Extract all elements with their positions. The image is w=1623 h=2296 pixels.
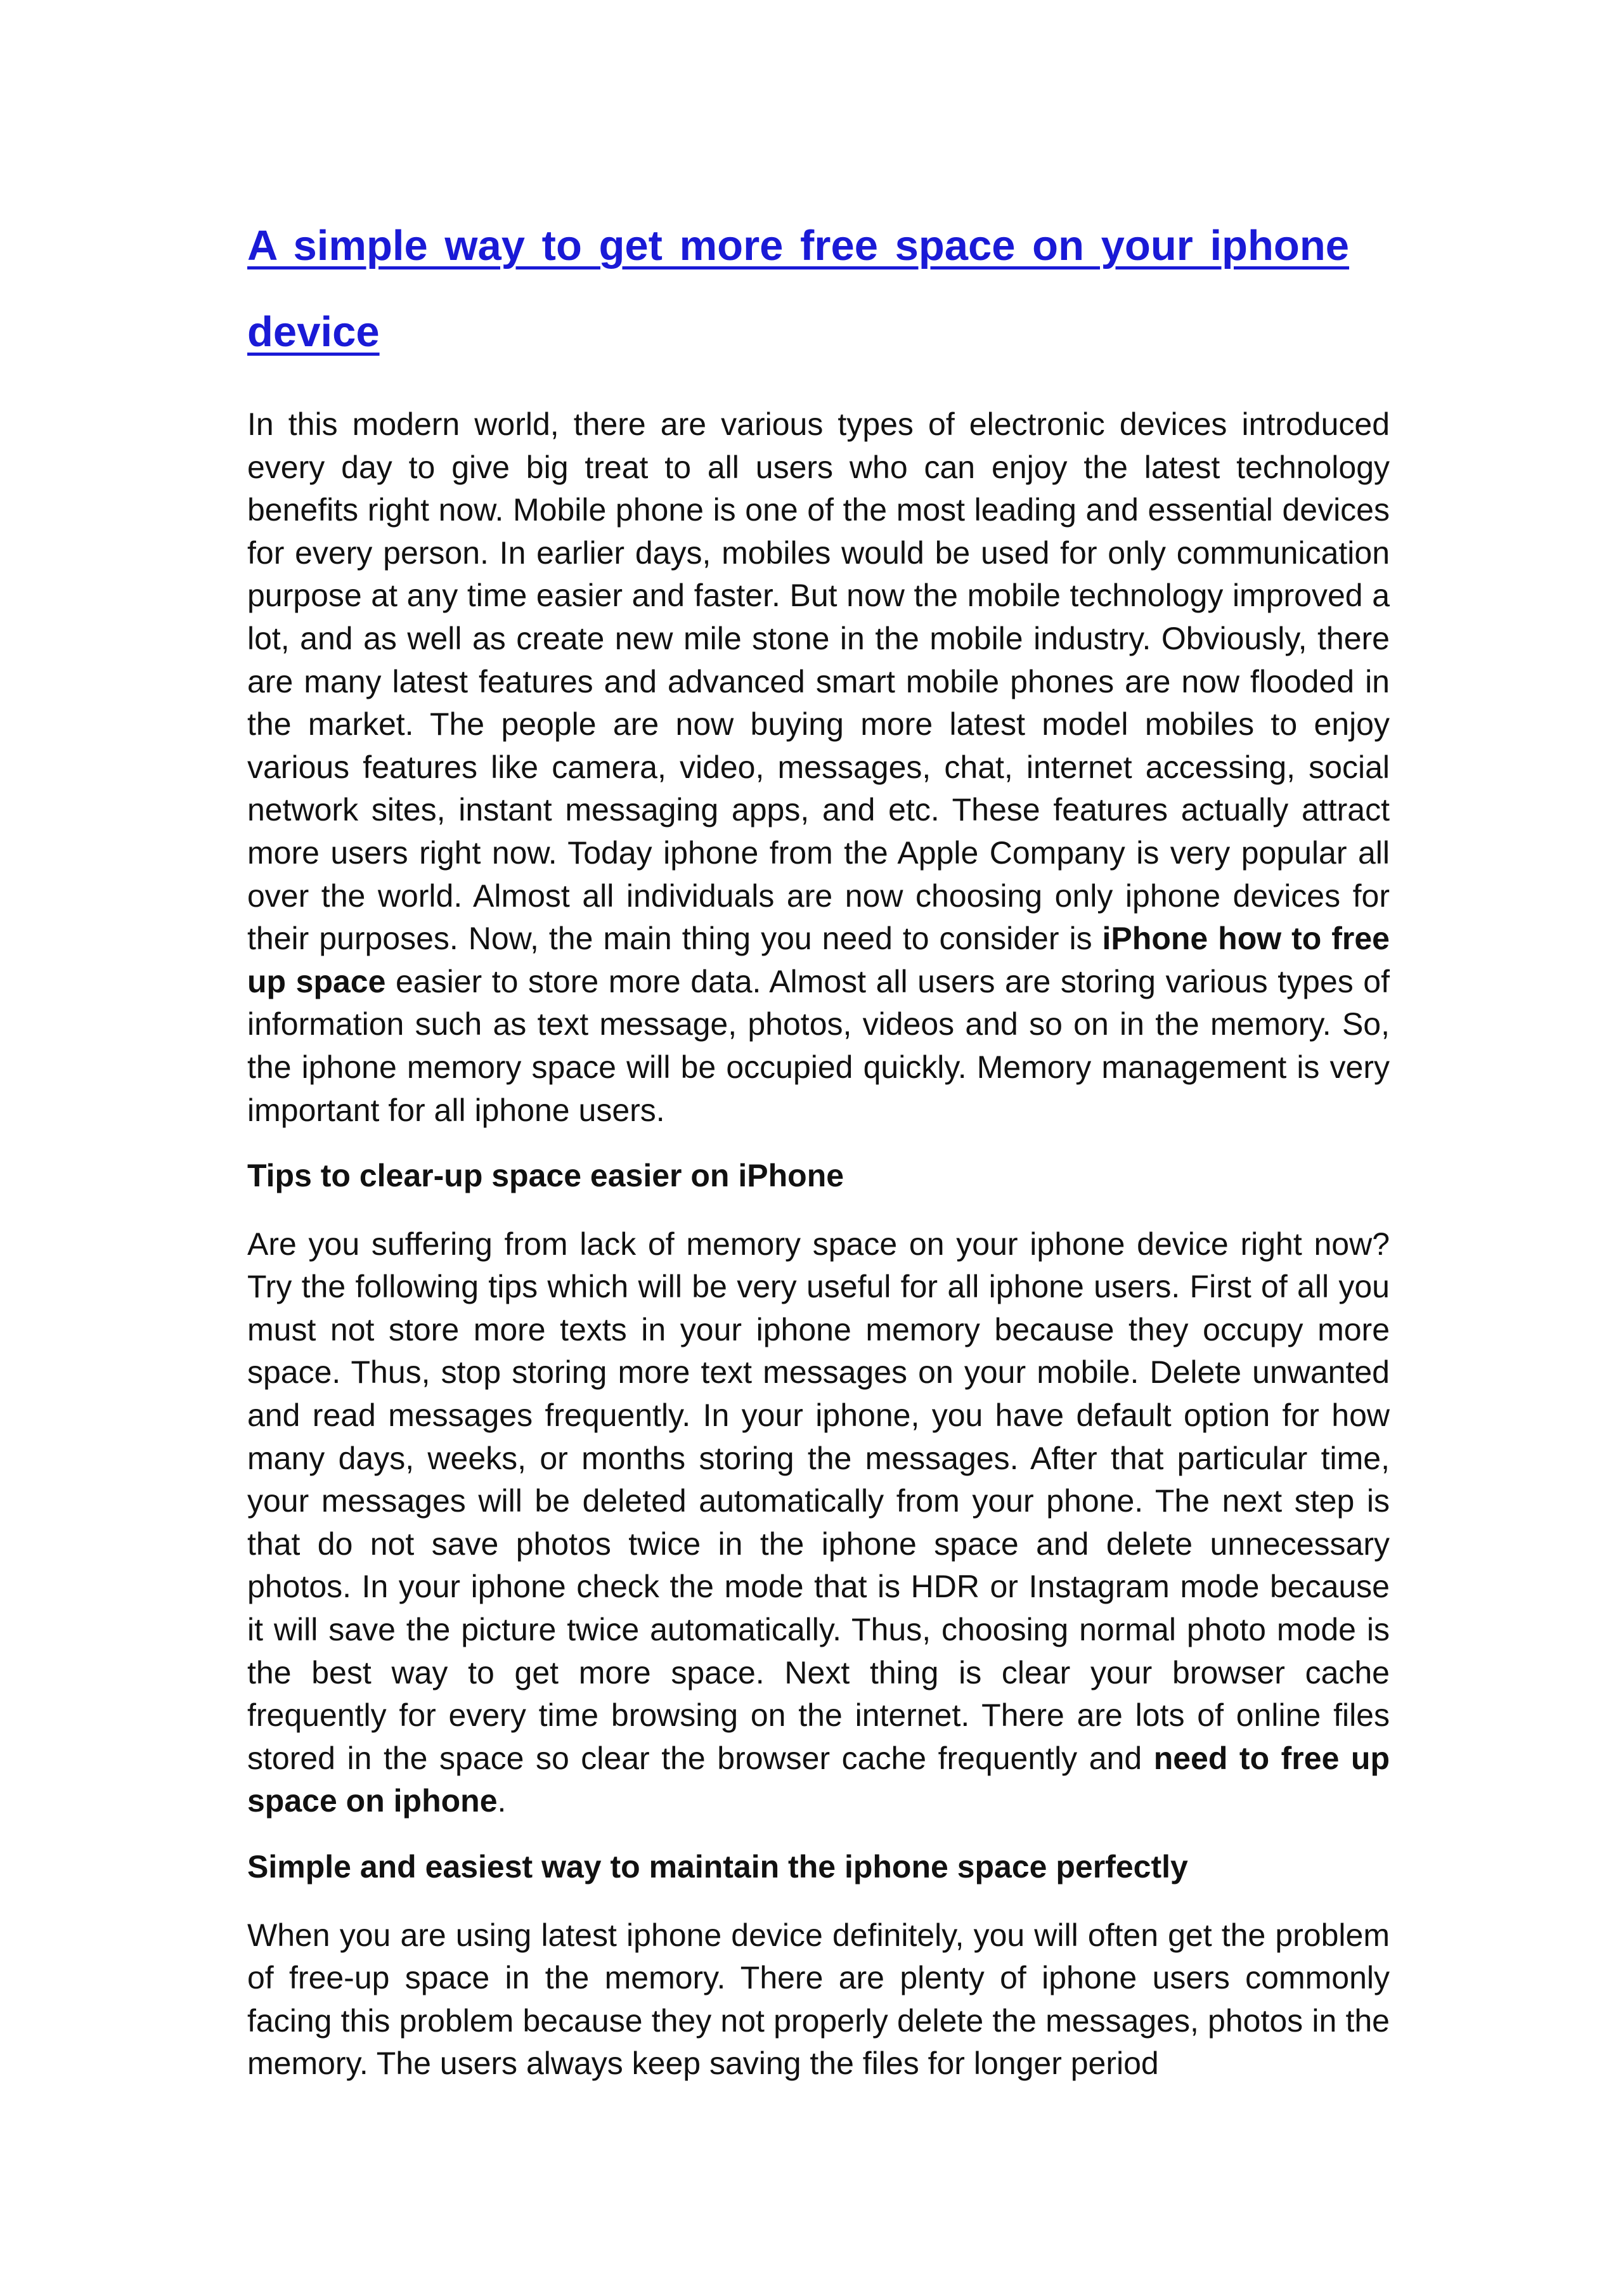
intro-keyword: iPhone how to free up space (247, 921, 1390, 999)
intro-text-part2: easier to store more data. Almost all users are storing various types of information such as text message, photos, videos and so on in the memory. So, the iphone memory space will be occupied quickly. Memory management is very important for all iphone users. (247, 963, 1390, 1128)
section1-text-part2: . (497, 1783, 507, 1819)
section2-paragraph: When you are using latest iphone device definitely, you will often get the problem of free-up space in the memory. There are plenty of iphone users commonly facing this problem because they not properly delete the messages, photos in the memory. The users always keep saving the files for longer period (247, 1917, 1390, 2082)
section1-paragraph (247, 1223, 1390, 1823)
article-title-link[interactable]: A simple way to get more free space on your iphone device (247, 222, 1350, 356)
intro-text-part1: In this modern world, there are various types of electronic devices introduced every day to give big treat to all users who can enjoy the latest technology benefits right now. Mobile phone is one of the most leading and essential devices for every person. In earlier days, mobiles would be used for only communication purpose at any time easier and faster. But now the mobile technology improved a lot, and as well as create new mile stone in the mobile industry. Obviously, there are many latest features and advanced smart mobile phones are now flooded in the market. The people are now buying more latest model mobiles to enjoy various features like camera, video, messages, chat, internet accessing, social network sites, instant messaging apps, and etc. These features actually attract more users right now. Today iphone from the Apple Company is very popular all over the world. Almost all individuals are now choosing only iphone devices for their purposes. Now, the main thing you need to consider is (247, 406, 1390, 957)
section2-heading: Simple and easiest way to maintain the iphone space perfectly (247, 1849, 1188, 1884)
article-body (247, 203, 1390, 2085)
section1-text-part1: Are you suffering from lack of memory space on your iphone device right now? Try the following tips which will be very useful for all iphone users. First of all you must not store more texts in your iphone memory because they occupy more space. Thus, stop storing more text messages on your mobile. Delete unwanted and read messages frequently. In your iphone, you have default option for how many days, weeks, or months storing the messages. After that particular time, your messages will be deleted automatically from your phone. The next step is that do not save photos twice in the iphone space and delete unnecessary photos. In your iphone check the mode that is HDR or Instagram mode because it will save the picture twice automatically. Thus, choosing normal photo mode is the best way to get more space. Next thing is clear your browser cache frequently for every time browsing on the internet. There are lots of online files stored in the space so clear the browser cache frequently and (247, 1226, 1390, 1776)
section1-keyword: need to free up space on iphone (247, 1740, 1390, 1819)
article-title (247, 203, 1390, 375)
section1-heading: Tips to clear-up space easier on iPhone (247, 1158, 844, 1194)
intro-paragraph (247, 403, 1390, 1132)
